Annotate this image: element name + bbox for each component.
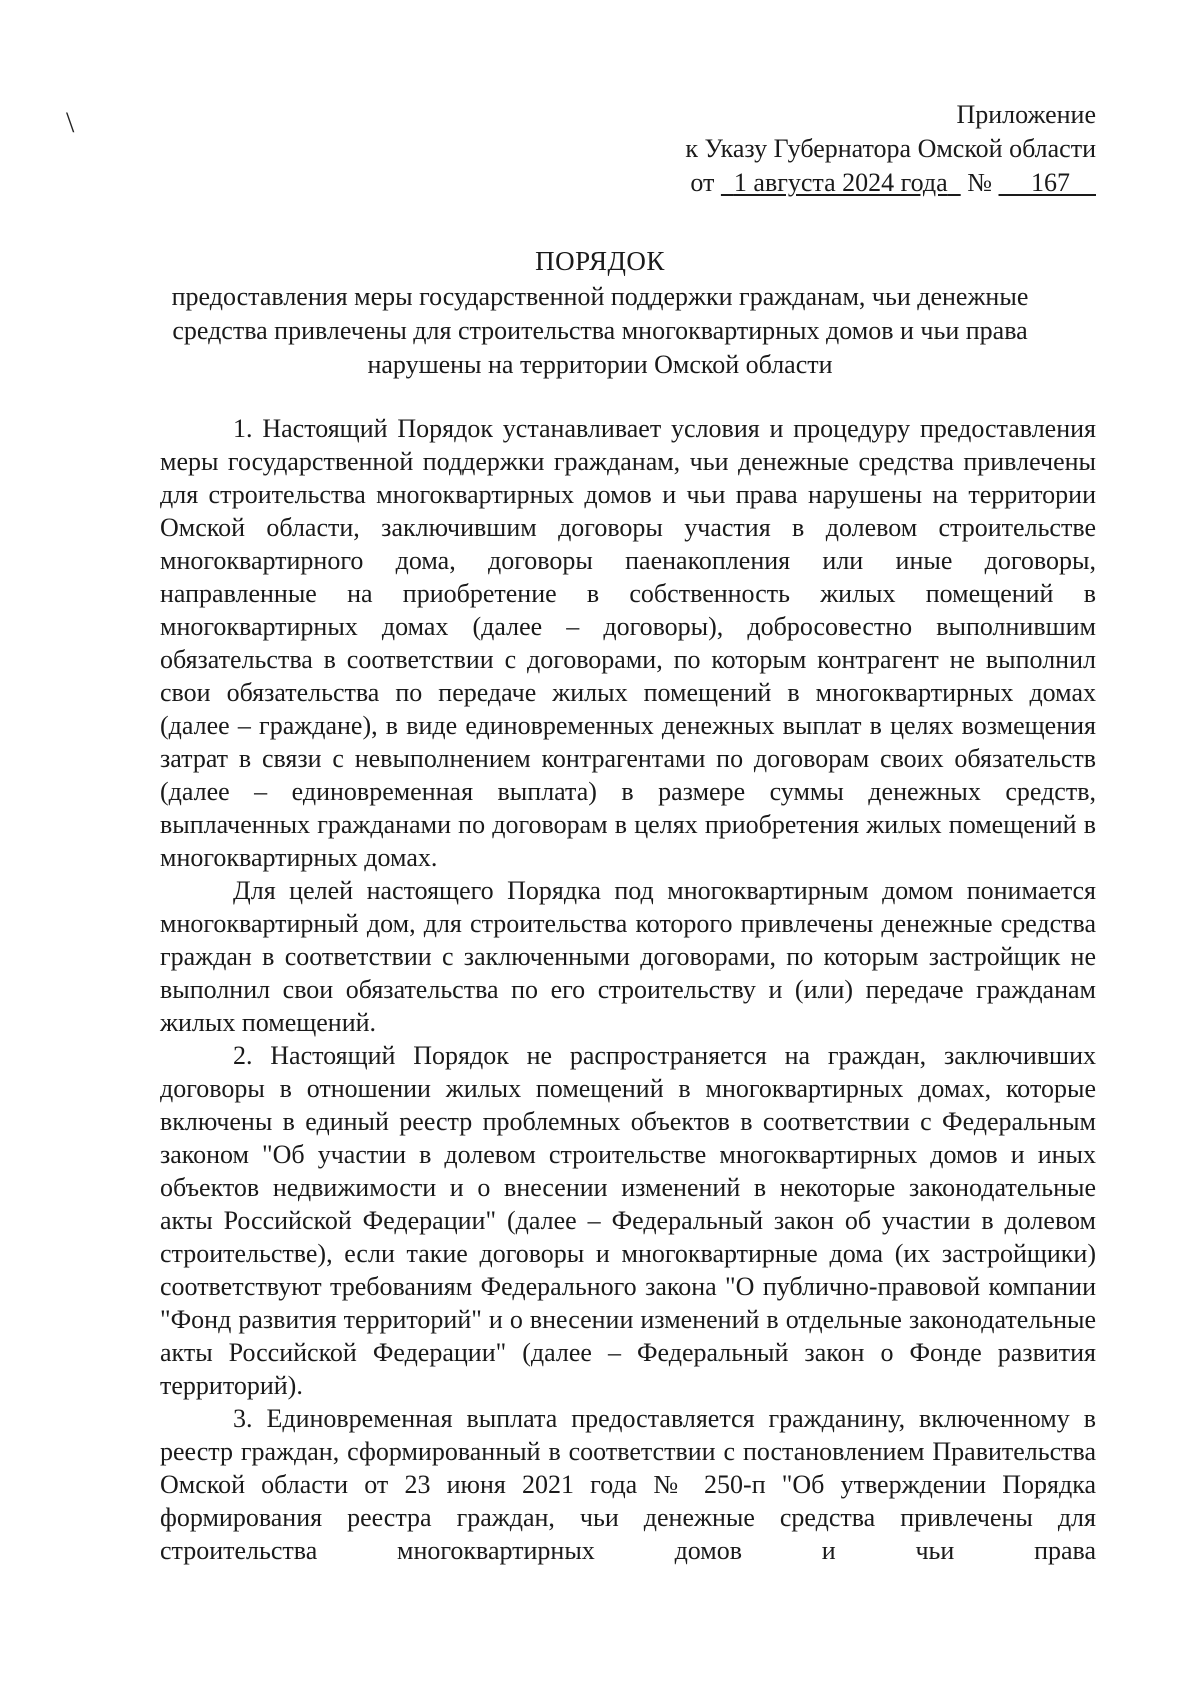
appendix-header xyxy=(685,98,1096,200)
subtitle-line: предоставления меры государственной поддержки гражданам, чьи денежные xyxy=(171,282,1029,311)
decree-reference: к Указу Губернатора Омской области xyxy=(685,134,1096,163)
margin-mark: \ xyxy=(66,106,75,139)
number-prefix: № xyxy=(967,168,992,197)
decree-number: 167 xyxy=(1031,168,1070,197)
document-title-block xyxy=(0,244,1200,382)
decree-date-line xyxy=(685,166,1096,200)
paragraph-2: 2. Настоящий Порядок не распространяется на граждан, заключивших договоры в отношении жилых помещений в многоквартирных домах, которые включены в единый реестр проблемных объектов в соответствии с Федеральным законом "Об участии в долевом строительстве многоквартирных домов и иных объектов недвижимости и о внесении изменений в некоторые законодательные акты Российской Федерации" (далее – Федеральный закон об участии в долевом строительстве), если такие договоры и многоквартирные дома (их застройщики) соответствуют требованиям Федерального закона "О публично-правовой компании "Фонд развития территорий" и о внесении изменений в отдельные законодательные акты Российской Федерации" (далее – Федеральный закон о Фонде развития территорий). xyxy=(160,1041,1096,1400)
paragraph-3: 3. Единовременная выплата предоставляется гражданину, включенному в реестр граждан, сформированный в соответствии с постановлением Правительства Омской области от 23 июня 2021 года № 250-п "Об утверждении Порядка формирования реестра граждан, чьи денежные средства привлечены для строительства многоквартирных домов и чьи права xyxy=(160,1404,1096,1565)
subtitle-line: нарушены на территории Омской области xyxy=(367,350,833,379)
document-subtitle xyxy=(0,280,1200,382)
appendix-label: Приложение xyxy=(956,100,1096,129)
paragraph-1-definition: Для целей настоящего Порядка под многоквартирным домом понимается многоквартирный дом, для строительства которого привлечены денежные средства граждан в соответствии с заключенными договорами, по которым застройщик не выполнил свои обязательства по его строительству и (или) передаче гражданам жилых помещений. xyxy=(160,876,1096,1037)
document-title: ПОРЯДОК xyxy=(535,246,665,276)
document-body xyxy=(160,412,1096,1567)
decree-date: 1 августа 2024 года xyxy=(733,168,948,197)
subtitle-line: средства привлечены для строительства многоквартирных домов и чьи права xyxy=(172,316,1028,345)
paragraph-1: 1. Настоящий Порядок устанавливает условия и процедуру предоставления меры государственной поддержки гражданам, чьи денежные средства привлечены для строительства многоквартирных домов и чьи права нарушены на территории Омской области, заключившим договоры участия в долевом строительстве многоквартирного дома, договоры паенакопления или иные договоры, направленные на приобретение в собственность жилых помещений в многоквартирных домах (далее – договоры), добросовестно выполнившим обязательства в соответствии с договорами, по которым контрагент не выполнил свои обязательства по передаче жилых помещений в многоквартирных домах (далее – граждане), в виде единовременных денежных выплат в целях возмещения затрат в связи с невыполнением контрагентами по договорам своих обязательств (далее – единовременная выплата) в размере суммы денежных средств, выплаченных гражданами по договорам в целях приобретения жилых помещений в многоквартирных домах. xyxy=(160,414,1096,872)
date-prefix: от xyxy=(690,168,715,197)
